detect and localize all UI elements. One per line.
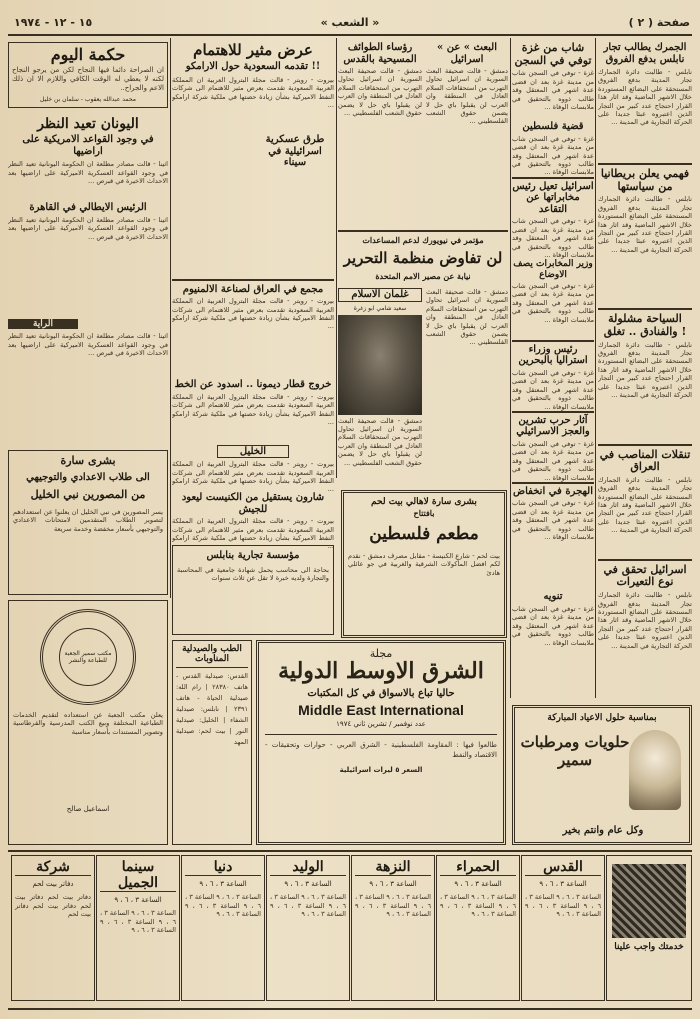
col2-headline-2: قضية فلسطين [522, 121, 584, 133]
col4-headline-6: شارون يستقيل من الكنيست ليعود للجيش [181, 492, 325, 515]
child-illustration [629, 730, 681, 810]
col1-headline-3: السياحة مشلولة والفنادق .. تغلق ! [603, 312, 687, 338]
issue-date: ١٥ - ١٢ - ١٩٧٤ [14, 16, 93, 29]
col4-headline-3: طرق عسكرية اسرائيلية في سيناء [265, 134, 325, 168]
col1-headline-2: فهمي يعلن بريطانيا من سياستها [600, 167, 690, 193]
cinema-listing: الوليد الساعة ٣ ، ٦ ، ٩ الساعة ٣ ، ٦ ، ٩ الساعة ٣ ، ٦ ، ٩ الساعة ٣ ، ٦ ، ٩ الساعة ٣ ، ٦ ، ٩ [266, 855, 350, 1001]
col2: شاب من غزة توفي في السجن غزة - توفي في السجن شاب من مدينة غزة بعد ان قضى عدة اشهر في المعتقل وقد طالب ذووه بالتحقيق في ملابسات الوفاة ... قضية فلسطين غزة - توفي في السجن شاب من مدينة غزة بعد ان قضى عدة اشهر في المعتقل وقد طالب ذووه بالتحقيق في ملابسات الوفاة ... اسرائيل تعيل رئيس مخابراتها عن التقاعد غزة - توفي في السجن شاب من مدينة غزة بعد ان قضى عدة اشهر في المعتقل وقد طالب ذووه بالتحقيق في ملابسات الوفاة ... وزير المخابرات يصف الاوضاع غزة - توفي في السجن شاب من مدينة غزة بعد ان قضى عدة اشهر في المعتقل وقد طالب ذووه بالتحقيق في ملابسات الوفاة ... رئيس وزراء استراليا بالبحرين غزة - توفي في السجن شاب من مدينة غزة بعد ان قضى عدة اشهر في المعتقل وقد طالب ذووه بالتحقيق في ملابسات الوفاة ... آثار حرب تشرين والعجز الاسرائيلي غزة - توفي في السجن شاب من مدينة غزة بعد ان قضى عدة اشهر في المعتقل وقد طالب ذووه بالتحقيق في ملابسات الوفاة ... الهجرة في انخفاض غزة - توفي في السجن شاب من مدينة غزة بعد ان قضى عدة اشهر في المعتقل وقد طالب ذووه بالتحقيق في ملابسات الوفاة ... تنويه غزة - توفي في السجن شاب من مدينة غزة بعد ان قضى عدة اشهر في المعتقل وقد طالب ذووه بالتحقيق في ملابسات الوفاة ... [512, 41, 594, 647]
cinema-hours: الساعة ٣ ، ٦ ، ٩ [199, 880, 247, 889]
col5-headline-2: في وجود القواعد الامريكية على اراضيها [22, 134, 154, 157]
paper-name: « الشعب » [320, 16, 380, 29]
cinema-listing: الحمراء الساعة ٣ ، ٦ ، ٩ الساعة ٣ ، ٦ ، ٩ الساعة ٣ ، ٦ ، ٩ الساعة ٣ ، ٦ ، ٩ الساعة ٣ ، ٦ ، ٩ [436, 855, 520, 1001]
restaurant-name: مطعم فلسطين [369, 523, 479, 544]
col3-headline-5: نيابة عن مصير الامم المتحدة [375, 272, 471, 281]
col4-headline-1: عرض مثير للاهتمام [193, 41, 313, 59]
restaurant-ad: بشرى سارة لاهالي بيت لحم بافتتاح مطعم فلسطين بيت لحم - شارع الكنيسة - مقابل مصرف دمشق - نقدم لكم افضل المأكولات الشرقية والغربية في جو عائلي هادئ [341, 490, 507, 638]
col1: الجمرك يطالب تجار نابلس بدفع الفروق نابلس - طالبت دائرة الجمارك تجار المدينة بدفع الفروق المستحقة على البضائع المستوردة خلال الاشهر الماضية وقد اثار هذا القرار احتجاج عدد كبير من التجار الذين اعتبروه عبئا جديدا على الحركة التجارية في المدينة ... فهمي يعلن بريطانيا من سياستها نابلس - طالبت دائرة الجمارك تجار المدينة بدفع الفروق المستحقة على البضائع المستوردة خلال الاشهر الماضية وقد اثار هذا القرار احتجاج عدد كبير من التجار الذين اعتبروه عبئا جديدا على الحركة التجارية في المدينة ... السياحة مشلولة والفنادق .. تغلق ! نابلس - طالبت دائرة الجمارك تجار المدينة بدفع الفروق المستحقة على البضائع المستوردة خلال الاشهر الماضية وقد اثار هذا القرار احتجاج عدد كبير من التجار الذين اعتبروه عبئا جديدا على الحركة التجارية في المدينة ... تنقلات المناصب في العراق نابلس - طالبت دائرة الجمارك تجار المدينة بدفع الفروق المستحقة على البضائع المستوردة خلال الاشهر الماضية وقد اثار هذا القرار احتجاج عدد كبير من التجار الذين اعتبروه عبئا جديدا على الحركة التجارية في المدينة ... اسرائيل تحقق في نوع التعيرات نابلس - طالبت دائرة الجمارك تجار المدينة بدفع الفروق المستحقة على البضائع المستوردة خلال الاشهر الماضية وقد اثار هذا القرار احتجاج عدد كبير من التجار الذين اعتبروه عبئا جديدا على الحركة التجارية في المدينة ... [598, 42, 692, 650]
col4-headline-4: مجمع في العراق لصناعة الالمنيوم [182, 283, 324, 295]
pharmacy-schedule: الطب والصيدلية المناوبات القدس: صيدلية القدس - هاتف ٢٨٣٨٠ | رام الله: صيدلية الحياة - هاتف ٢٣٩١ | نابلس: صيدلية الشفاء | الخليل: صيدلية النور | بيت لحم: صيدلية المهد [172, 640, 252, 845]
col2-headline-1: شاب من غزة توفي في السجن [514, 41, 592, 67]
col3-headline-3: مؤتمر في نيويورك لدعم المساعدات [362, 236, 484, 245]
cinema-listing: شركة دفاتر بيت لحم دفاتر بيت لحم دفاتر بيت لحم دفاتر بيت لحم دفاتر بيت لحم [11, 855, 95, 1001]
header-rule [8, 34, 692, 36]
cinema-hours: الساعة ٣ ، ٦ ، ٩ [114, 896, 162, 905]
col4: عرض مثير للاهتمام تقدمه السعودية حول الارامكو !! بيروت - رويتر - قالت مجلة البترول العربية ان المملكة العربية السعودية تقدمت بعرض مثير للاهتمام الى شركات النفط الاميركية بشأن زيادة حصتها في ملكية شركة ارامكو ... طرق عسكرية اسرائيلية في سيناء مجمع في العراق لصناعة الالمنيوم بيروت - رويتر - قالت مجلة البترول العربية ان المملكة العربية السعودية تقدمت بعرض مثير للاهتمام الى شركات النفط الاميركية بشأن زيادة حصتها في ملكية شركة ارامكو ... خروج قطار ديمونا .. اسدود عن الخط بيروت - رويتر - قالت مجلة البترول العربية ان المملكة العربية السعودية تقدمت بعرض مثير للاهتمام الى شركات النفط الاميركية بشأن زيادة حصتها في ملكية شركة ارامكو ... الخليل بيروت - رويتر - قالت مجلة البترول العربية ان المملكة العربية السعودية تقدمت بعرض مثير للاهتمام الى شركات النفط الاميركية بشأن زيادة حصتها في ملكية شركة ارامكو ... شارون يستقيل من الكنيست ليعود للجيش بيروت - رويتر - قالت مجلة البترول العربية ان المملكة العربية السعودية تقدمت بعرض مثير للاهتمام الى شركات النفط الاميركية بشأن زيادة حصتها في ملكية شركة ارامكو ... [172, 41, 334, 551]
printing-office-ad: مكتب سمير الجعبة للطباعة والنشر يعلن مكتب الجعبة عن استعداده لتقديم الخدمات الطباعية المختلفة وبيع الكتب المدرسية والقرطاسية وتصوير المستندات بأسعار مناسبة اسماعيل صالح [8, 600, 168, 845]
cinema-hours: الساعة ٣ ، ٦ ، ٩ [539, 880, 587, 889]
col2-headline-4: وزير المخابرات يصف الاوضاع [513, 259, 593, 280]
sweets-brand: حلويات ومرطبات سمير [520, 733, 630, 770]
cinema-hours: الساعة ٣ ، ٦ ، ٩ [284, 880, 332, 889]
notice-students: بشرى سارة الى طلاب الاعدادي والتوجيهي من المصورين نبي الخليل يسر المصورين في نبي الخليل ان يعلنوا عن استعدادهم لتصوير الطلاب المتقدمين لامتحانات الاعدادي والتوجيهي بأسعار مخفضة وخدمة سريعة [8, 450, 168, 595]
cinema-listing: دنيا الساعة ٣ ، ٦ ، ٩ الساعة ٣ ، ٦ ، ٩ الساعة ٣ ، ٦ ، ٩ الساعة ٣ ، ٦ ، ٩ الساعة ٣ ، ٦ ، ٩ [181, 855, 265, 1001]
col1-headline-5: اسرائيل تحقق في نوع التعيرات [603, 562, 687, 589]
col4-headline-2: تقدمه السعودية حول الارامكو !! [185, 61, 321, 73]
cinema-name: النزهة [355, 859, 431, 876]
cinema-hours: دفاتر بيت لحم [32, 880, 74, 889]
cinema-listing: سينما الجميل الساعة ٣ ، ٦ ، ٩ الساعة ٣ ، ٦ ، ٩ الساعة ٣ ، ٦ ، ٩ الساعة ٣ ، ٦ ، ٩ الساعة ٣ ، ٦ ، ٩ [96, 855, 180, 1001]
magazine-ad: مجلة الشرق الاوسط الدولية حاليا تباع بالاسواق في كل المكتبات Middle East International عدد نوفمبر / تشرين ثاني ١٩٧٤ طالعوا فيها : المقاومة الفلسطينية - الشرق العربي - حوارات وتحقيقات - الاقتصاد والنفط السعر ٥ ليرات اسرائيلية [256, 640, 506, 845]
office-seal: مكتب سمير الجعبة للطباعة والنشر [40, 609, 136, 705]
wisdom-quote: ان الصراحة دائما فيها النجاح لكن من يرجو النجاح لكنه لا يعطي له الوقت الكافي واللازم الا ان ذلك الاعم والجراح.. [12, 66, 164, 93]
job-notice: مؤسسة تجارية بنابلس بحاجة الى محاسب يحمل شهادة جامعية في المحاسبة والتجارة ولديه خبرة لا تقل عن ثلاث سنوات [172, 545, 334, 635]
magazine-title-en: Middle East International [298, 701, 464, 718]
col2-headline-6: آثار حرب تشرين والعجز الاسرائيلي [516, 414, 590, 438]
cinema-name: الوليد [270, 859, 346, 876]
col3-headline-2: رؤساء الطوائف المسيحية بالقدس [343, 42, 417, 65]
cinema-listing: النزهة الساعة ٣ ، ٦ ، ٩ الساعة ٣ ، ٦ ، ٩ الساعة ٣ ، ٦ ، ٩ الساعة ٣ ، ٦ ، ٩ الساعة ٣ ، ٦ ، ٩ [351, 855, 435, 1001]
wisdom-box: حكمة اليوم ان الصراحة دائما فيها النجاح لكن من يرجو النجاح لكنه لا يعطي له الوقت الكافي واللازم الا ان ذلك الاعم والجراح.. محمد عبدالله يعقوب - سلمان بن خليل [8, 42, 168, 108]
wisdom-title: حكمة اليوم [50, 45, 126, 64]
col1-headline-1: الجمرك يطالب تجار نابلس بدفع الفروق [603, 42, 687, 65]
col2-headline-3: اسرائيل تعيل رئيس مخابراتها عن التقاعد [512, 180, 594, 215]
col2-headline-7: الهجرة في انخفاض [513, 485, 593, 497]
col3-headline-4: لن تفاوض منظمة التحرير [343, 250, 503, 267]
cinema-name: دنيا [185, 859, 261, 876]
col3-photo-caption: غلمان الاسلام [338, 288, 422, 302]
cinema-row [8, 853, 692, 1003]
portrait-photo [338, 315, 422, 415]
cinema-name: شركة [15, 859, 91, 876]
col5: حكمة اليوم ان الصراحة دائما فيها النجاح لكن من يرجو النجاح لكنه لا يعطي له الوقت الكافي واللازم الا ان ذلك الاعم والجراح.. محمد عبدالله يعقوب - سلمان بن خليل اليونان تعيد النظر في وجود القواعد الامريكية على اراضيها اثينا - قالت مصادر مطلعة ان الحكومة اليونانية تعيد النظر في وجود القواعد العسكرية الاميركية على اراضيها بعد الاحداث الاخيرة في قبرص ... الرئيس الايطالي في القاهرة اثينا - قالت مصادر مطلعة ان الحكومة اليونانية تعيد النظر في وجود القواعد العسكرية الاميركية على اراضيها بعد الاحداث الاخيرة في قبرص ... الراية اثينا - قالت مصادر مطلعة ان الحكومة اليونانية تعيد النظر في وجود القواعد العسكرية الاميركية على اراضيها بعد الاحداث الاخيرة في قبرص ... [8, 38, 168, 448]
col4-photo-caption: الخليل [217, 445, 289, 459]
col3: « البعث » عن اسرائيل دمشق - قالت صحيفة البعث السورية ان اسرائيل تحاول التهرب من استحقاقات السلام العادل في المنطقة وان العرب لن يقبلوا باي حل لا يضمن حقوق الشعب الفلسطيني ... رؤساء الطوائف المسيحية بالقدس دمشق - قالت صحيفة البعث السورية ان اسرائيل تحاول التهرب من استحقاقات السلام العادل في المنطقة وان العرب لن يقبلوا باي حل لا يضمن حقوق الشعب الفلسطيني ... مؤتمر في نيويورك لدعم المساعدات لن تفاوض منظمة التحرير نيابة عن مصير الامم المتحدة دمشق - قالت صحيفة البعث السورية ان اسرائيل تحاول التهرب من استحقاقات السلام العادل في المنطقة وان العرب لن يقبلوا باي حل لا يضمن حقوق الشعب الفلسطيني ... غلمان الاسلام سعيد شامي ابو زغرة دمشق - قالت صحيفة البعث السورية ان اسرائيل تحاول التهرب من استحقاقات السلام العادل في المنطقة وان العرب لن يقبلوا باي حل لا يضمن حقوق الشعب الفلسطيني ... [338, 42, 508, 467]
col5-headline-1: اليونان تعيد النظر [37, 116, 139, 133]
cinema-name: الحمراء [440, 859, 516, 876]
magazine-title-ar: الشرق الاوسط الدولية [278, 658, 484, 684]
col2-headline-8: تنويه [543, 591, 563, 603]
col1-body-1: نابلس - طالبت دائرة الجمارك تجار المدينة بدفع الفروق المستحقة على البضائع المستوردة خلال الاشهر الماضية وقد اثار هذا القرار احتجاج عدد كبير من التجار الذين اعتبروه عبئا جديدا على الحركة التجارية في المدينة ... [598, 68, 692, 127]
col1-headline-4: تنقلات المناصب في العراق [599, 447, 691, 474]
sweets-ad: بمناسبة حلول الاعياد المباركة حلويات ومرطبات سمير وكل عام وانتم بخير [512, 705, 692, 845]
col2-headline-5: رئيس وزراء استراليا بالبحرين [518, 343, 588, 367]
col5-strip: الراية [8, 319, 78, 329]
cinema-ad-image: خدمتك واجب علينا [606, 855, 692, 1001]
cinema-listing: القدس الساعة ٣ ، ٦ ، ٩ الساعة ٣ ، ٦ ، ٩ الساعة ٣ ، ٦ ، ٩ الساعة ٣ ، ٦ ، ٩ الساعة ٣ ، ٦ ، ٩ [521, 855, 605, 1001]
page-number: صفحة ( ٢ ) [628, 16, 690, 29]
cinema-hours: الساعة ٣ ، ٦ ، ٩ [369, 880, 417, 889]
cinema-hours: الساعة ٣ ، ٦ ، ٩ [454, 880, 502, 889]
col4-headline-5: خروج قطار ديمونا .. اسدود عن الخط [174, 379, 332, 391]
col3-headline-1: « البعث » عن اسرائيل [436, 42, 497, 65]
cinema-name: القدس [525, 859, 601, 876]
cinema-name: سينما الجميل [100, 859, 176, 892]
col5-headline-3: الرئيس الايطالي في القاهرة [29, 202, 147, 214]
